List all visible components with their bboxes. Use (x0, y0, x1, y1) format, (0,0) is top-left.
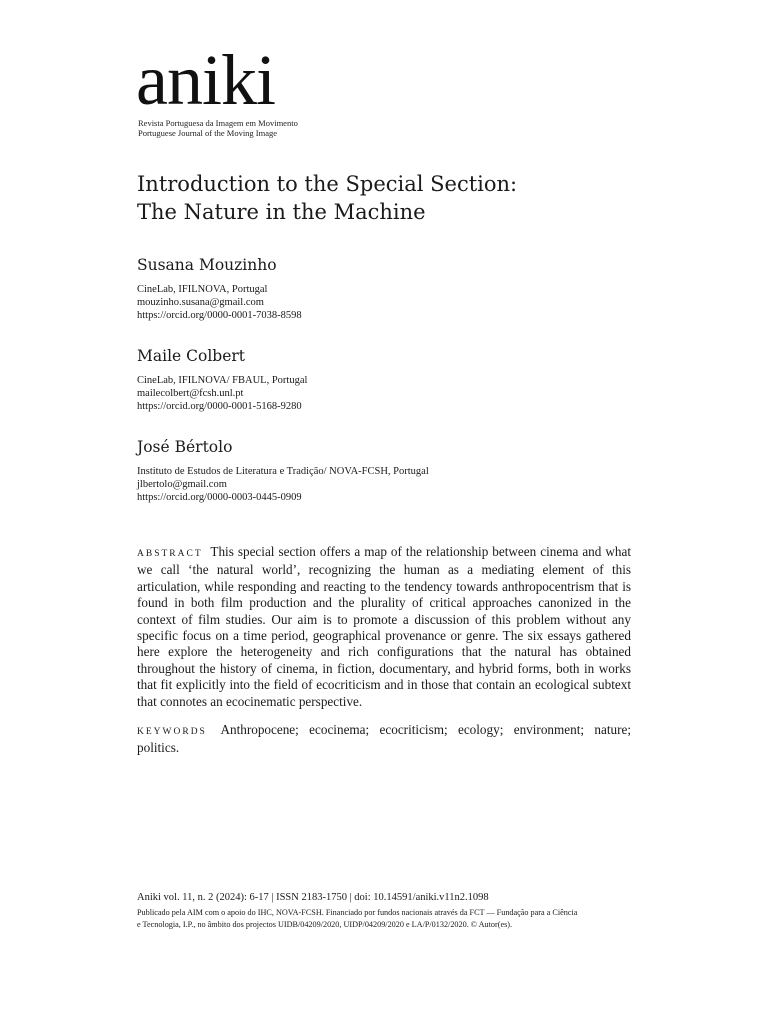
journal-subtitle-en: Portuguese Journal of the Moving Image (138, 128, 278, 138)
author-orcid-link[interactable]: https://orcid.org/0000-0003-0445-0909 (137, 492, 302, 503)
keywords-label: KEYWORDS (137, 727, 207, 737)
author-block-2 (137, 346, 637, 413)
author-affiliation: CineLab, IFILNOVA, Portugal (137, 284, 268, 295)
abstract-paragraph (137, 544, 631, 710)
article-title (137, 170, 657, 226)
author-orcid-link[interactable]: https://orcid.org/0000-0001-5168-9280 (137, 401, 302, 412)
journal-logo: aniki (136, 40, 275, 120)
author-email[interactable]: jlbertolo@gmail.com (137, 479, 227, 490)
author-name: Susana Mouzinho (137, 256, 277, 274)
funding-line-2: e Tecnologia, I.P., no âmbito dos projectos UIDB/04209/2020, UIDP/04209/2020 e LA/P/0132/2020. © Autor(es). (137, 920, 513, 929)
author-email[interactable]: mouzinho.susana@gmail.com (137, 297, 264, 308)
author-affiliation: CineLab, IFILNOVA/ FBAUL, Portugal (137, 375, 308, 386)
article-title-line-1: Introduction to the Special Section: (137, 172, 518, 196)
author-block-1 (137, 255, 637, 322)
keywords-paragraph (137, 722, 631, 757)
author-email[interactable]: mailecolbert@fcsh.unl.pt (137, 388, 244, 399)
article-title-line-2: The Nature in the Machine (137, 200, 426, 224)
abstract-label: ABSTRACT (137, 549, 203, 559)
author-name: Maile Colbert (137, 347, 246, 365)
author-affiliation: Instituto de Estudos de Literatura e Tradição/ NOVA-FCSH, Portugal (137, 466, 429, 477)
journal-subtitle (138, 118, 298, 138)
funding-note (137, 907, 631, 931)
journal-subtitle-pt: Revista Portuguesa da Imagem em Movimento (138, 118, 298, 128)
funding-line-1: Publicado pela AIM com o apoio do IHC, NOVA-FCSH. Financiado por fundos nacionais através da FCT — Fundação para a Ciência (137, 908, 578, 917)
author-orcid-link[interactable]: https://orcid.org/0000-0001-7038-8598 (137, 310, 302, 321)
citation-line: Aniki vol. 11, n. 2 (2024): 6-17 | ISSN 2183-1750 | doi: 10.14591/aniki.v11n2.1098 (137, 892, 489, 903)
keywords-text: Anthropocene; ecocinema; ecocriticism; ecology; environment; nature; politics. (137, 722, 631, 756)
author-name: José Bértolo (137, 438, 233, 456)
author-block-3 (137, 437, 637, 504)
abstract-text: This special section offers a map of the relationship between cinema and what we call ‘the natural world’, recognizing the human as a mediating element of this articulation, while responding and reacting to the tendency towards anthropocentrism that is found in both film production and the plurality of critical approaches canonized in the context of film studies. Our aim is to promote a discussion of this problem without any specific focus on a time period, geographical provenance or genre. The six essays gathered here explore the heterogeneity and rich configurations that the natural has obtained throughout the history of cinema, in fiction, documentary, and hybrid forms, both in works that fit explicitly into the field of ecocriticism and in those that contain an ecological subtext that connotes an ecocinematic perspective. (137, 544, 632, 709)
